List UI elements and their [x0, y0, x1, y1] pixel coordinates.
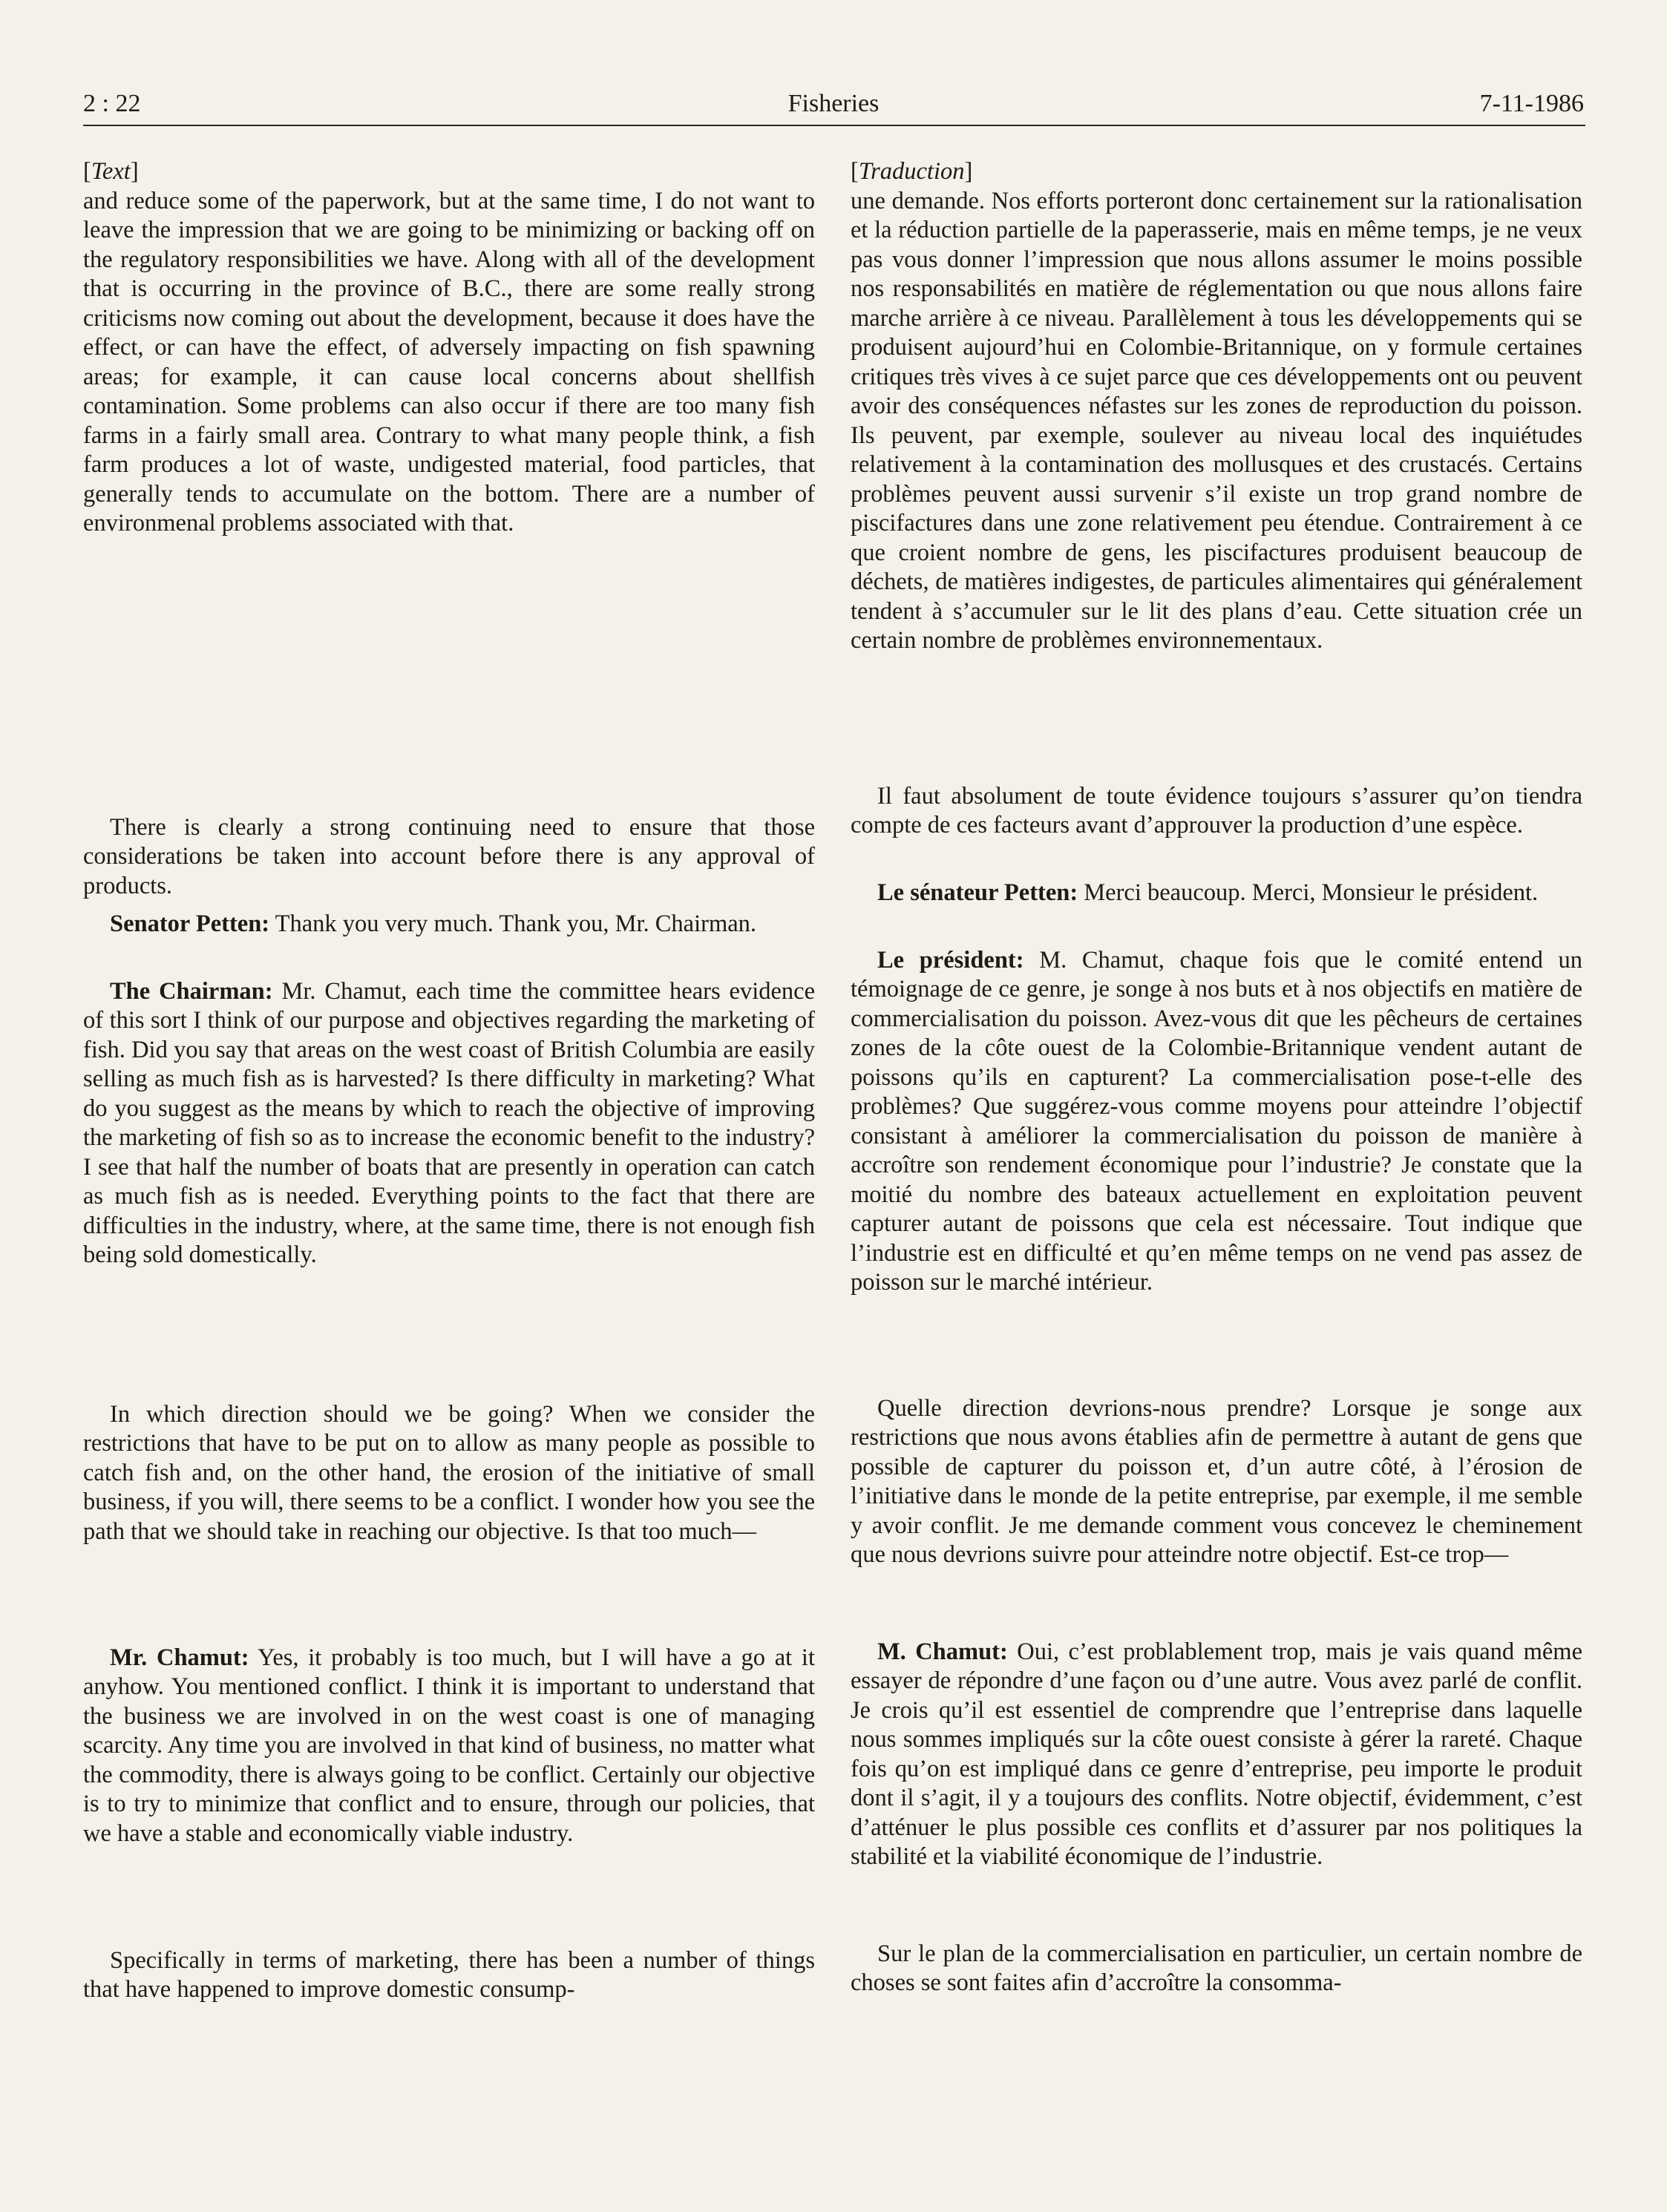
running-title: Fisheries [787, 90, 880, 117]
french-speech-6: Oui, c’est problablement trop, mais je vais quand même essayer de répondre d’une façon ou d’une autre. Vous avez parlé de conflit. Je crois qu’il est essentiel de comprendre que l’entreprise dans laquelle nous sommes impliqués sur la côte ouest consiste à gérer la rareté. Chaque fois qu’on est impliqué dans ce genre d’entreprise, peu importe le produit dont il s’agit, il y a toujours des conflits. Notre objectif, évidemment, c’est d’atténuer le plus possible ces conflits et d’assurer par nos politiques la stabilité et la viabilité économique de l’industrie. [851, 1638, 1583, 1870]
french-paragraph-3 [851, 879, 1582, 937]
page-header [83, 83, 1584, 125]
french-paragraph-4 [851, 946, 1582, 1385]
french-paragraph-5: Quelle direction devrions-nous prendre? Lorsque je songe aux restrictions que nous avons établies afin de permettre à autant de gens que possible de capturer du poisson et, d’un autre côté, à l’érosion de l’initiative dans le monde de la petite entreprise, par exemple, il me semble y avoir conflit. Je me demande comment vous concevez le cheminement que nous devrions suivre pour atteindre notre objectif. Est-ce trop— [851, 1394, 1582, 1568]
english-speech-3: Thank you very much. Thank you, Mr. Chairman. [275, 910, 757, 937]
speaker-senator-petten: Senator Petten: [110, 910, 270, 937]
english-paragraph-1: and reduce some of the paperwork, but at the same time, I do not want to leave the impression that we are going to be minimizing or backing off on the regulatory responsibilities we have. Along with all of the development that is occurring in the province of B.C., there are some really strong criticisms now coming out about the development, because it does have the effect, or can have the effect, of adversely impacting on fish spawning areas; for example, it can cause local concerns about shellfish contamination. Some problems can also occur if there are too many fish farms in a fairly small area. Contrary to what many people think, a fish farm produces a lot of waste, undigested material, food particles, that generally tends to accumulate on the bottom. There are a number of environmenal problems associated with that. [83, 187, 815, 536]
english-speech-4: Mr. Chamut, each time the committee hears evidence of this sort I think of our purpose and objectives regarding the marketing of fish. Did you say that areas on the west coast of British Columbia are easily selling as much fish as is harvested? Is there difficulty in marketing? What do you suggest as the means by which to reach the objective of improving the marketing of fish so as to increase the economic benefit to the industry? I see that half the number of boats that are presently in operation can catch as much fish as is needed. Everything points to the fact that there are difficulties in the industry, where, at the same time, there is not enough fish being sold domestically. [83, 977, 816, 1268]
speaker-president: Le président: [877, 946, 1024, 974]
english-label: [Text] [83, 158, 139, 185]
english-paragraph-3 [83, 910, 815, 968]
speaker-chamut: Mr. Chamut: [110, 1644, 249, 1671]
french-speech-4: M. Chamut, chaque fois que le comité entend un témoignage de ce genre, je songe à nos buts et à nos objectifs en matière de commercialisation du poisson. Avez-vous dit que les pêcheurs de certaines zones de la côte ouest de la Colombie-Britannique vendent autant de poissons qu’ils en capturent? La commercialisation pose-t-elle des problèmes? Que suggérez-vous comme moyens pour atteindre l’objectif consistant à améliorer la commercialisation du poisson de manière à accroître son rendement économique pour l’industrie? Je constate que la moitié du nombre des bateaux actuellement en exploitation peuvent capturer autant de poissons que cela est nécessaire. Tout indique que l’industrie est en difficulté et qu’en même temps on ne vend pas assez de poisson sur le marché intérieur. [851, 946, 1582, 1296]
speaker-m-chamut: M. Chamut: [877, 1638, 1008, 1665]
header-rule [83, 125, 1585, 126]
speaker-senateur-petten: Le sénateur Petten: [877, 879, 1078, 906]
french-paragraph-6 [851, 1638, 1582, 1931]
english-paragraph-2: There is clearly a strong continuing need to ensure that those considerations be taken into account before there is any approval of products. [83, 813, 815, 899]
publication-date: 7-11-1986 [1479, 90, 1584, 117]
speaker-chairman: The Chairman: [110, 977, 273, 1005]
french-column [851, 157, 1582, 1998]
english-paragraph-4 [83, 977, 815, 1329]
english-column [83, 157, 815, 2005]
french-label: [Traduction] [851, 158, 973, 185]
french-paragraph-1: une demande. Nos efforts porteront donc certainement sur la rationalisation et la réduction partielle de la paperasserie, mais en même temps, je ne veux pas vous donner l’impression que nous allons assumer le moins possible nos responsabilités en matière de réglementation ou que nous allons faire marche arrière à ce niveau. Parallèlement à tous les développements qui se produisent aujourd’hui en Colombie-Britannique, on y formule certaines critiques très vives à ce sujet parce que ces développements ont ou peuvent avoir des conséquences néfastes sur les zones de reproduction du poisson. Ils peuvent, par exemple, soulever au niveau local des inquiétudes relativement à la contamination des mollusques et des crustacés. Certains problèmes peuvent aussi survenir s’il existe un trop grand nombre de piscifactures dans une zone relativement peu étendue. Contrairement à ce que croient nombre de gens, les piscifactures produisent beaucoup de déchets, de matières indigestes, de particules alimentaires qui généralement tendent à s’accumuler sur le lit des plans d’eau. Cette situation crée un certain nombre de problèmes environnementaux. [851, 187, 1582, 654]
english-paragraph-7: Specifically in terms of marketing, there has been a number of things that have happened to improve domestic consump- [83, 1946, 815, 2003]
french-paragraph-2: Il faut absolument de toute évidence toujours s’assurer qu’on tiendra compte de ces facteurs avant d’approuver la production d’une espèce. [851, 782, 1582, 838]
english-paragraph-5: In which direction should we be going? When we consider the restrictions that have to be put on to allow as many people as possible to catch fish and, on the other hand, the erosion of the initiative of small business, if you will, there seems to be a conflict. I wonder how you see the path that we should take in reaching our objective. Is that too much— [83, 1400, 815, 1545]
french-paragraph-7: Sur le plan de la commercialisation en particulier, un certain nombre de choses se sont faites afin d’accroître la consomma- [851, 1940, 1582, 1996]
english-paragraph-6 [83, 1644, 815, 1908]
page-number: 2 : 22 [83, 90, 141, 117]
english-speech-6: Yes, it probably is too much, but I will have a go at it anyhow. You mentioned conflict. I think it is important to understand that the business we are involved in on the west coast is one of managing scarcity. Any time you are involved in that kind of business, no matter what the commodity, there is always going to be conflict. Certainly our objective is to try to minimize that conflict and to ensure, through our policies, that we have a stable and economically viable industry. [83, 1644, 815, 1847]
french-speech-3: Merci beaucoup. Merci, Monsieur le président. [1084, 879, 1539, 906]
